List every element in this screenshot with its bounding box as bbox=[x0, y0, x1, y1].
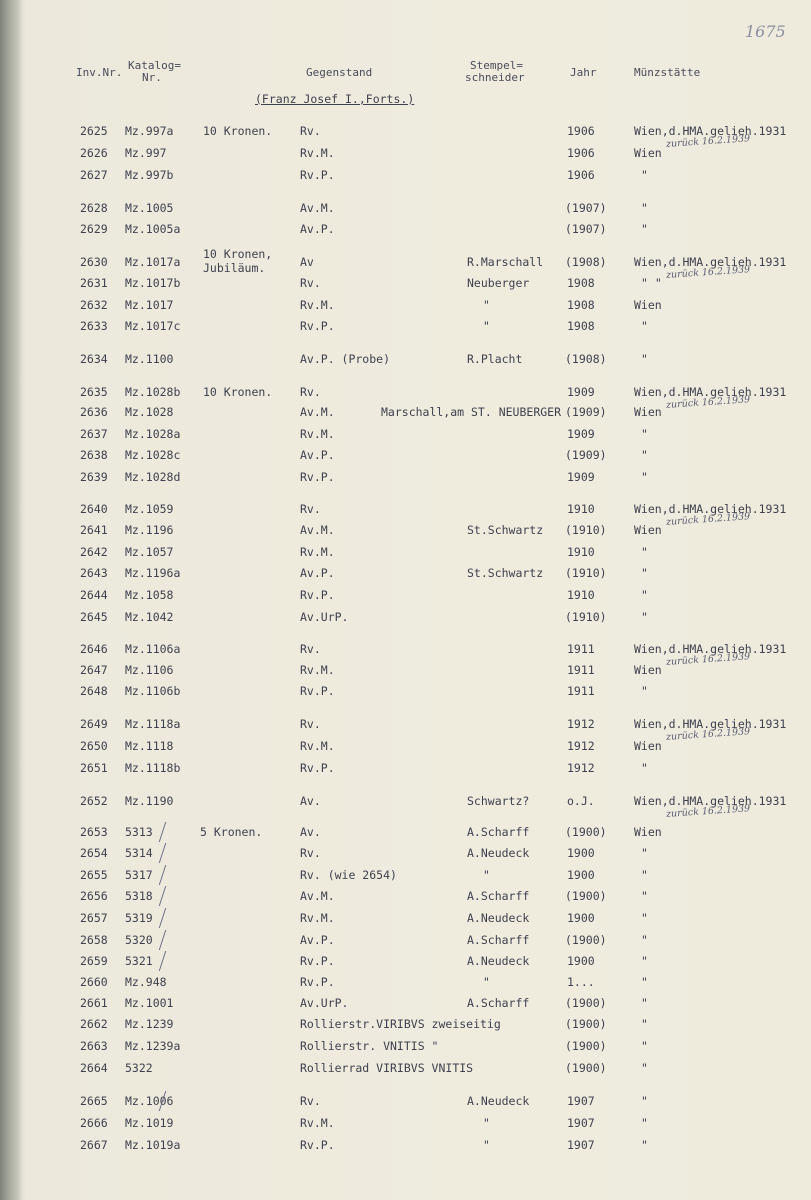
stempelschneider: R.Marschall bbox=[467, 255, 544, 269]
katalog-nr: Mz.1028 bbox=[125, 405, 174, 419]
gegenstand: Rv.P. bbox=[300, 975, 335, 989]
jahr: 1907 bbox=[567, 1094, 595, 1108]
katalog-nr: Mz.1059 bbox=[125, 502, 174, 516]
inv-nr: 2637 bbox=[80, 427, 108, 441]
handwritten-return-note: zurück 16.2.1939 bbox=[665, 651, 751, 668]
katalog-nr: Mz.1019 bbox=[125, 1116, 174, 1130]
katalog-nr: Mz.1017c bbox=[125, 319, 181, 333]
muenzstaette: " bbox=[641, 868, 648, 882]
inv-nr: 2651 bbox=[80, 761, 108, 775]
jahr: 1907 bbox=[567, 1138, 595, 1152]
inv-nr: 2626 bbox=[80, 146, 108, 160]
stempelschneider: " bbox=[483, 975, 490, 989]
stempelschneider: A.Neudeck bbox=[467, 1094, 530, 1108]
inv-nr: 2645 bbox=[80, 610, 108, 624]
inv-nr: 2627 bbox=[80, 168, 108, 182]
jahr: (1900) bbox=[565, 933, 607, 947]
jahr: (1907) bbox=[565, 222, 607, 236]
handwritten-return-note: zurück 16.2.1939 bbox=[665, 394, 751, 411]
jahr: (1907) bbox=[565, 201, 607, 215]
inv-nr: 2659 bbox=[80, 954, 108, 968]
inv-nr: 2661 bbox=[80, 996, 108, 1010]
gegenstand: Av. bbox=[300, 794, 321, 808]
jahr: 1912 bbox=[567, 761, 595, 775]
muenzstaette: Wien,d.HMA.gelieh.1931 bbox=[634, 124, 787, 138]
inv-nr: 2634 bbox=[80, 352, 108, 366]
inv-nr: 2666 bbox=[80, 1116, 108, 1130]
jahr: 1911 bbox=[567, 642, 595, 656]
katalog-nr: Mz.1058 bbox=[125, 588, 174, 602]
muenzstaette: " bbox=[641, 975, 648, 989]
muenzstaette: " bbox=[641, 1039, 648, 1053]
jahr: (1900) bbox=[565, 1061, 607, 1075]
inv-nr: 2646 bbox=[80, 642, 108, 656]
inv-nr: 2648 bbox=[80, 684, 108, 698]
katalog-nr: 5313 bbox=[125, 825, 153, 839]
jahr: 1909 bbox=[567, 385, 595, 399]
page-number bbox=[745, 22, 786, 41]
jahr: (1900) bbox=[565, 996, 607, 1010]
gegenstand: Rv.M. bbox=[300, 663, 335, 677]
muenzstaette: " bbox=[641, 588, 648, 602]
page-number-handwritten: 1675 bbox=[745, 22, 786, 41]
katalog-nr: 5321 bbox=[125, 954, 153, 968]
muenzstaette: " bbox=[641, 889, 648, 903]
gegenstand: Rv.P. bbox=[300, 470, 335, 484]
header-gegenstand: Gegenstand bbox=[306, 66, 373, 79]
gegenstand: Rv. (wie 2654) bbox=[300, 868, 397, 882]
muenzstaette: " bbox=[641, 352, 648, 366]
muenzstaette: " bbox=[641, 319, 648, 333]
gegenstand: Rv.M. bbox=[300, 1116, 335, 1130]
katalog-nr: Mz.1118a bbox=[125, 717, 181, 731]
muenzstaette: Wien bbox=[634, 298, 662, 312]
inv-nr: 2647 bbox=[80, 663, 108, 677]
muenzstaette: Wien bbox=[634, 523, 662, 537]
jahr: 1911 bbox=[567, 663, 595, 677]
katalog-nr: Mz.997 bbox=[125, 146, 167, 160]
muenzstaette: " " bbox=[641, 276, 662, 290]
katalog-nr: 5320 bbox=[125, 933, 153, 947]
jahr: 1908 bbox=[567, 319, 595, 333]
inv-nr: 2629 bbox=[80, 222, 108, 236]
inv-nr: 2642 bbox=[80, 545, 108, 559]
inv-nr: 2630 bbox=[80, 255, 108, 269]
jahr: 1912 bbox=[567, 717, 595, 731]
stempelschneider: A.Scharff bbox=[467, 933, 530, 947]
inv-nr: 2635 bbox=[80, 385, 108, 399]
inv-nr: 2667 bbox=[80, 1138, 108, 1152]
katalog-nr: Mz.997b bbox=[125, 168, 174, 182]
gegenstand: Rv.M. bbox=[300, 146, 335, 160]
katalog-nr: 5322 bbox=[125, 1061, 153, 1075]
gegenstand: Rv.M. bbox=[300, 739, 335, 753]
gegenstand: Rollierstr.VIRIBVS zweiseitig bbox=[300, 1017, 501, 1031]
muenzstaette: Wien bbox=[634, 739, 662, 753]
stempelschneider: Marschall,am ST. NEUBERGER bbox=[381, 405, 562, 419]
inv-nr: 2638 bbox=[80, 448, 108, 462]
header-katalog: Katalog= bbox=[128, 59, 181, 72]
stempelschneider: A.Scharff bbox=[467, 825, 530, 839]
gegenstand: Rv.M. bbox=[300, 911, 335, 925]
stempelschneider: A.Neudeck bbox=[467, 954, 530, 968]
jahr: 1908 bbox=[567, 298, 595, 312]
muenzstaette: " bbox=[641, 610, 648, 624]
katalog-nr: Mz.1019a bbox=[125, 1138, 181, 1152]
inv-nr: 2660 bbox=[80, 975, 108, 989]
inv-nr: 2663 bbox=[80, 1039, 108, 1053]
muenzstaette: " bbox=[641, 846, 648, 860]
muenzstaette: " bbox=[641, 1138, 648, 1152]
gegenstand: Rv.P. bbox=[300, 1138, 335, 1152]
katalog-nr: Mz.1106 bbox=[125, 663, 174, 677]
jahr: (1908) bbox=[565, 352, 607, 366]
gegenstand: Av.P. bbox=[300, 448, 335, 462]
muenzstaette: Wien,d.HMA.gelieh.1931 bbox=[634, 794, 787, 808]
inv-nr: 2664 bbox=[80, 1061, 108, 1075]
stempelschneider: A.Neudeck bbox=[467, 911, 530, 925]
header-muenzstaette: Münzstätte bbox=[634, 66, 701, 79]
denomination: 10 Kronen. bbox=[203, 385, 273, 399]
stempelschneider: " bbox=[483, 1116, 490, 1130]
katalog-nr: Mz.1118 bbox=[125, 739, 174, 753]
katalog-nr: 5318 bbox=[125, 889, 153, 903]
gegenstand: Av.P. bbox=[300, 933, 335, 947]
inv-nr: 2640 bbox=[80, 502, 108, 516]
katalog-nr: Mz.1190 bbox=[125, 794, 174, 808]
gegenstand: Av.M. bbox=[300, 201, 335, 215]
katalog-nr: Mz.1028b bbox=[125, 385, 181, 399]
katalog-nr: Mz.1005 bbox=[125, 201, 174, 215]
muenzstaette: " bbox=[641, 222, 648, 236]
muenzstaette: " bbox=[641, 761, 648, 775]
inv-nr: 2650 bbox=[80, 739, 108, 753]
gegenstand: Rollierstr. VNITIS " bbox=[300, 1039, 439, 1053]
binding-edge bbox=[0, 0, 22, 1200]
gegenstand: Av. bbox=[300, 825, 321, 839]
katalog-nr: Mz.948 bbox=[125, 975, 167, 989]
katalog-nr: Mz.1017a bbox=[125, 255, 181, 269]
katalog-nr: Mz.1196 bbox=[125, 523, 174, 537]
jahr: (1910) bbox=[565, 523, 607, 537]
muenzstaette: " bbox=[641, 911, 648, 925]
stempelschneider: Neuberger bbox=[467, 276, 530, 290]
muenzstaette: Wien bbox=[634, 146, 662, 160]
jahr: o.J. bbox=[567, 794, 595, 808]
jahr: 1900 bbox=[567, 868, 595, 882]
inv-nr: 2639 bbox=[80, 470, 108, 484]
gegenstand: Rv. bbox=[300, 642, 321, 656]
inv-nr: 2653 bbox=[80, 825, 108, 839]
muenzstaette: Wien,d.HMA.gelieh.1931 bbox=[634, 642, 787, 656]
jahr: 1... bbox=[567, 975, 595, 989]
jahr: 1910 bbox=[567, 588, 595, 602]
stempelschneider: " bbox=[483, 298, 490, 312]
stempelschneider: St.Schwartz bbox=[467, 566, 544, 580]
katalog-nr: Mz.1017 bbox=[125, 298, 174, 312]
jahr: (1900) bbox=[565, 889, 607, 903]
jahr: 1907 bbox=[567, 1116, 595, 1130]
jahr: (1900) bbox=[565, 825, 607, 839]
jahr: 1910 bbox=[567, 545, 595, 559]
gegenstand: Av.P. bbox=[300, 222, 335, 236]
header-katalog-nr: Nr. bbox=[142, 71, 162, 84]
gegenstand: Rv. bbox=[300, 846, 321, 860]
inv-nr: 2644 bbox=[80, 588, 108, 602]
gegenstand: Rv.P. bbox=[300, 684, 335, 698]
muenzstaette: " bbox=[641, 1017, 648, 1031]
jahr: 1906 bbox=[567, 168, 595, 182]
jahr: 1911 bbox=[567, 684, 595, 698]
jahr: (1910) bbox=[565, 566, 607, 580]
katalog-nr: Mz.1017b bbox=[125, 276, 181, 290]
muenzstaette: " bbox=[641, 1116, 648, 1130]
gegenstand: Rv.P. bbox=[300, 588, 335, 602]
inv-nr: 2641 bbox=[80, 523, 108, 537]
jahr: 1906 bbox=[567, 146, 595, 160]
inv-nr: 2655 bbox=[80, 868, 108, 882]
katalog-nr: Mz.1028c bbox=[125, 448, 181, 462]
gegenstand: Rv. bbox=[300, 385, 321, 399]
jahr: (1900) bbox=[565, 1039, 607, 1053]
stempelschneider: A.Neudeck bbox=[467, 846, 530, 860]
gegenstand: Rv.P. bbox=[300, 954, 335, 968]
stempelschneider: A.Scharff bbox=[467, 996, 530, 1010]
katalog-nr: Mz.1118b bbox=[125, 761, 181, 775]
jahr: (1908) bbox=[565, 255, 607, 269]
inv-nr: 2632 bbox=[80, 298, 108, 312]
katalog-nr: Mz.1239 bbox=[125, 1017, 174, 1031]
jahr: (1909) bbox=[565, 448, 607, 462]
inv-nr: 2628 bbox=[80, 201, 108, 215]
jahr: 1910 bbox=[567, 502, 595, 516]
gegenstand: Rv.M. bbox=[300, 298, 335, 312]
muenzstaette: Wien bbox=[634, 405, 662, 419]
jahr: 1906 bbox=[567, 124, 595, 138]
inv-nr: 2665 bbox=[80, 1094, 108, 1108]
stempelschneider: St.Schwartz bbox=[467, 523, 544, 537]
jahr: (1909) bbox=[565, 405, 607, 419]
handwritten-return-note: zurück 16.2.1939 bbox=[665, 803, 751, 820]
denomination: 5 Kronen. bbox=[200, 825, 263, 839]
katalog-nr: Mz.1001 bbox=[125, 996, 174, 1010]
muenzstaette: " bbox=[641, 1061, 648, 1075]
muenzstaette: " bbox=[641, 566, 648, 580]
katalog-nr: Mz.1042 bbox=[125, 610, 174, 624]
katalog-nr: Mz.1006 bbox=[125, 1094, 174, 1108]
denomination-line2: Jubiläum. bbox=[203, 261, 266, 275]
muenzstaette: Wien,d.HMA.gelieh.1931 bbox=[634, 385, 787, 399]
header-schneider: schneider bbox=[465, 71, 525, 84]
header-inv: Inv.Nr. bbox=[76, 66, 123, 79]
katalog-nr: Mz.1106b bbox=[125, 684, 181, 698]
gegenstand: Av.M. bbox=[300, 889, 335, 903]
stempelschneider: " bbox=[483, 319, 490, 333]
stempelschneider: R.Placht bbox=[467, 352, 523, 366]
gegenstand: Rv.M. bbox=[300, 427, 335, 441]
handwritten-return-note: zurück 16.2.1939 bbox=[665, 264, 751, 281]
muenzstaette: Wien,d.HMA.gelieh.1931 bbox=[634, 717, 787, 731]
katalog-nr: Mz.997a bbox=[125, 124, 174, 138]
jahr: 1900 bbox=[567, 954, 595, 968]
katalog-nr: 5314 bbox=[125, 846, 153, 860]
katalog-nr: Mz.1028d bbox=[125, 470, 181, 484]
inv-nr: 2631 bbox=[80, 276, 108, 290]
gegenstand: Av.UrP. bbox=[300, 996, 349, 1010]
gegenstand: Rv.P. bbox=[300, 168, 335, 182]
jahr: (1910) bbox=[565, 610, 607, 624]
katalog-nr: Mz.1196a bbox=[125, 566, 181, 580]
muenzstaette: " bbox=[641, 427, 648, 441]
inv-nr: 2657 bbox=[80, 911, 108, 925]
muenzstaette: Wien,d.HMA.gelieh.1931 bbox=[634, 502, 787, 516]
muenzstaette: " bbox=[641, 684, 648, 698]
katalog-nr: Mz.1057 bbox=[125, 545, 174, 559]
inv-nr: 2656 bbox=[80, 889, 108, 903]
gegenstand: Av.M. bbox=[300, 405, 335, 419]
gegenstand: Av.P. bbox=[300, 566, 335, 580]
handwritten-return-note: zurück 16.2.1939 bbox=[665, 726, 751, 743]
muenzstaette: " bbox=[641, 1094, 648, 1108]
gegenstand: Av.M. bbox=[300, 523, 335, 537]
jahr: 1909 bbox=[567, 427, 595, 441]
inv-nr: 2652 bbox=[80, 794, 108, 808]
gegenstand: Rv.P. bbox=[300, 319, 335, 333]
muenzstaette: " bbox=[641, 201, 648, 215]
inv-nr: 2649 bbox=[80, 717, 108, 731]
muenzstaette: " bbox=[641, 933, 648, 947]
muenzstaette: Wien bbox=[634, 663, 662, 677]
katalog-nr: Mz.1106a bbox=[125, 642, 181, 656]
muenzstaette: " bbox=[641, 545, 648, 559]
jahr: 1909 bbox=[567, 470, 595, 484]
inv-nr: 2658 bbox=[80, 933, 108, 947]
stempelschneider: " bbox=[483, 868, 490, 882]
gegenstand: Rv. bbox=[300, 502, 321, 516]
inv-nr: 2633 bbox=[80, 319, 108, 333]
jahr: 1912 bbox=[567, 739, 595, 753]
inv-nr: 2662 bbox=[80, 1017, 108, 1031]
muenzstaette: " bbox=[641, 996, 648, 1010]
gegenstand: Rv. bbox=[300, 276, 321, 290]
jahr: 1900 bbox=[567, 846, 595, 860]
gegenstand: Rv. bbox=[300, 124, 321, 138]
header-stempel: Stempel= bbox=[470, 59, 523, 72]
gegenstand: Rv.M. bbox=[300, 545, 335, 559]
stempelschneider: " bbox=[483, 1138, 490, 1152]
katalog-nr: Mz.1005a bbox=[125, 222, 181, 236]
muenzstaette: " bbox=[641, 470, 648, 484]
katalog-nr: 5317 bbox=[125, 868, 153, 882]
stempelschneider: Schwartz? bbox=[467, 794, 530, 808]
handwritten-return-note: zurück 16.2.1939 bbox=[665, 511, 751, 528]
muenzstaette: " bbox=[641, 168, 648, 182]
inv-nr: 2636 bbox=[80, 405, 108, 419]
jahr: 1900 bbox=[567, 911, 595, 925]
gegenstand: Av bbox=[300, 255, 314, 269]
muenzstaette: Wien,d.HMA.gelieh.1931 bbox=[634, 255, 787, 269]
header-jahr: Jahr bbox=[570, 66, 597, 79]
inv-nr: 2625 bbox=[80, 124, 108, 138]
stempelschneider: A.Scharff bbox=[467, 889, 530, 903]
katalog-nr: 5319 bbox=[125, 911, 153, 925]
gegenstand: Rv. bbox=[300, 717, 321, 731]
muenzstaette: Wien bbox=[634, 825, 662, 839]
katalog-nr: Mz.1028a bbox=[125, 427, 181, 441]
gegenstand: Rollierrad VIRIBVS VNITIS bbox=[300, 1061, 474, 1075]
denomination: 10 Kronen. bbox=[203, 124, 273, 138]
gegenstand: Av.UrP. bbox=[300, 610, 349, 624]
denomination: 10 Kronen, bbox=[203, 247, 273, 261]
handwritten-return-note: zurück 16.2.1939 bbox=[665, 133, 751, 150]
section-subtitle: (Franz Josef I.,Forts.) bbox=[255, 92, 415, 106]
gegenstand: Av.P. (Probe) bbox=[300, 352, 391, 366]
gegenstand: Rv. bbox=[300, 1094, 321, 1108]
inv-nr: 2643 bbox=[80, 566, 108, 580]
inv-nr: 2654 bbox=[80, 846, 108, 860]
katalog-nr: Mz.1100 bbox=[125, 352, 174, 366]
jahr: 1908 bbox=[567, 276, 595, 290]
muenzstaette: " bbox=[641, 954, 648, 968]
muenzstaette: " bbox=[641, 448, 648, 462]
jahr: (1900) bbox=[565, 1017, 607, 1031]
katalog-nr: Mz.1239a bbox=[125, 1039, 181, 1053]
gegenstand: Rv.P. bbox=[300, 761, 335, 775]
